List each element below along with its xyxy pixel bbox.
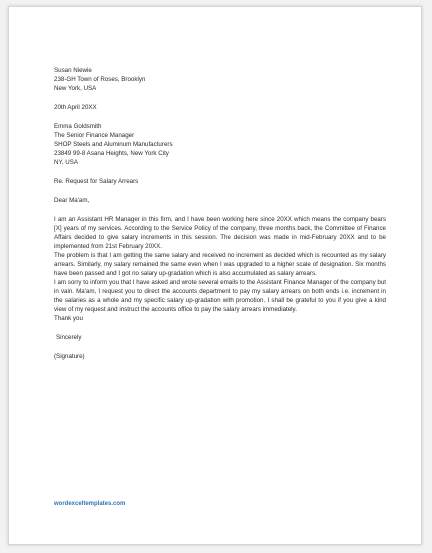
recipient-address-line-1: 23849 99-8 Asana Heights, New York City [54, 150, 169, 157]
sender-name: Susan Niewie [54, 67, 92, 74]
sender-block [54, 66, 386, 93]
salutation-block [54, 196, 386, 205]
thanks-line: Thank you [54, 315, 83, 322]
signature-line: (Signature) [54, 353, 85, 360]
recipient-block [54, 122, 386, 167]
closing-block [54, 333, 386, 342]
thanks-block [54, 314, 386, 323]
footer-watermark: wordexceltemplates.com [54, 501, 126, 507]
letter-page [8, 6, 422, 545]
letter-subject: Re. Request for Salary Arrears [54, 178, 139, 185]
recipient-title: The Senior Finance Manager [54, 132, 135, 139]
body-paragraph-3: I am sorry to inform you that I have asked and wrote several emails to the Assistant Finance Manager of the company but in vain. Ma'am, I request you to direct the accounts department to pay my salary arrears on both ends i.e. increment in the salaries as a whole and my specific salary up-gradation with promotion. I shall be grateful to you if you give a kind view of my request and instruct the accounts office to pay the salary arrears immediately. [54, 279, 386, 313]
body-paragraph-2: The problem is that I am getting the same salary and received no increment as decided which is recounted as my salary arrears. Similarly, my salary remained the same even when I was upgraded to a higher scale of designation. Six months have been passed and I got no salary up-gradation which is also accumulated as salary arrears. [54, 252, 386, 277]
salutation: Dear Ma'am, [54, 197, 90, 204]
recipient-company: SHOP Steels and Aluminum Manufacturers [54, 141, 173, 148]
recipient-address-line-2: NY, USA [54, 159, 78, 166]
letter-body [54, 66, 386, 371]
subject-block [54, 177, 386, 186]
letter-date: 20th April 20XX [54, 104, 97, 111]
signature-block [54, 352, 386, 361]
recipient-name: Emma Goldsmith [54, 123, 102, 130]
body-paragraph-1: I am an Assistant HR Manager in this firm, and I have been working here since 20XX which means the company bears [X] years of my services. According to the Service Policy of the company, three months back, the Committee of Finance Affairs decided to give salary increments in this session. The decision was made in mid-February 20XX and to be implemented from 21st February 20XX. [54, 216, 386, 250]
sender-address-line-2: New York, USA [54, 85, 97, 92]
sender-address-line-1: 238-GH Town of Roses, Brooklyn [54, 76, 146, 83]
closing-line: Sincerely [56, 334, 82, 341]
date-block [54, 103, 386, 112]
